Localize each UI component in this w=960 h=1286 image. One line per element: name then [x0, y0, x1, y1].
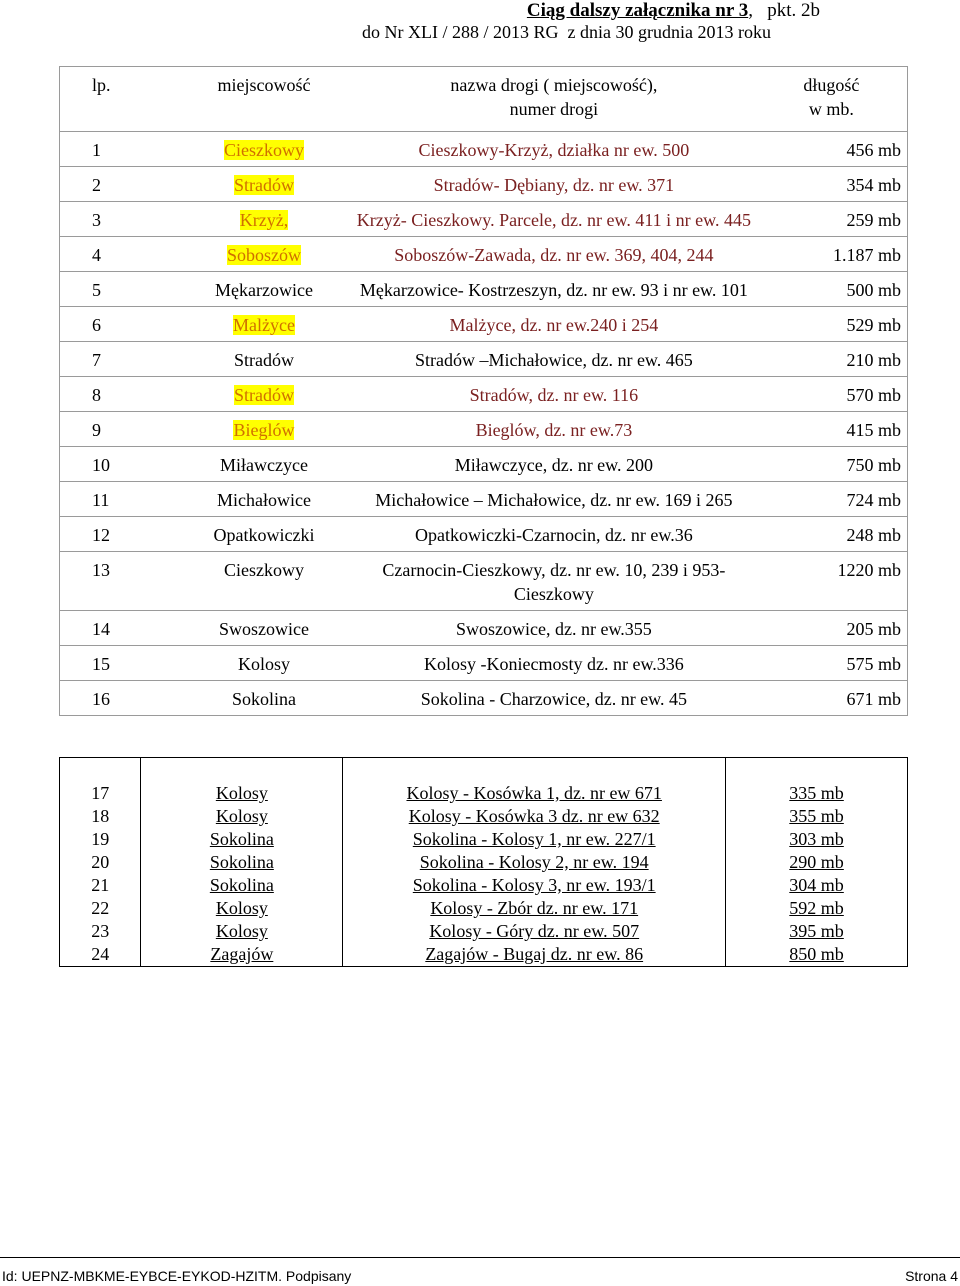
row-road [352, 646, 756, 681]
row-road-text: Michałowice – Michałowice, dz. nr ew. 169 i 265 [375, 490, 733, 510]
resolution-date: z dnia 30 grudnia 2013 roku [567, 22, 771, 42]
row-length-text: 1220 mb [837, 560, 901, 580]
row-road-text: Sokolina - Charzowice, dz. nr ew. 45 [420, 689, 688, 709]
row-lp-text: 14 [92, 619, 110, 639]
row-road-text: Stradów, dz. nr ew. 116 [469, 385, 639, 405]
row-road [352, 167, 756, 202]
row-town [176, 307, 352, 342]
row-length: 395 mb [726, 920, 908, 943]
row-town [176, 342, 352, 377]
table-row [60, 202, 908, 237]
row-road: Sokolina - Kolosy 3, nr ew. 193/1 [343, 874, 726, 897]
row-lp [60, 552, 176, 611]
row-length-text: 724 mb [846, 490, 901, 510]
row-road [352, 307, 756, 342]
row-road: Kolosy - Zbór dz. nr ew. 171 [343, 897, 726, 920]
row-town-text: Stradów [233, 385, 294, 405]
resolution-number: do Nr XLI / 288 / 2013 RG [362, 22, 559, 42]
row-town [176, 552, 352, 611]
row-road [352, 681, 756, 716]
roads-table-additional [59, 757, 908, 967]
row-town-text: Cieszkowy [223, 140, 304, 160]
roads-table-main [59, 66, 908, 716]
row-length-text: 575 mb [846, 654, 901, 674]
row-length-text: 210 mb [846, 350, 901, 370]
row-road [352, 611, 756, 646]
row-lp-text: 10 [92, 455, 110, 475]
row-town [176, 611, 352, 646]
row-length [756, 552, 908, 611]
row-road-text: Czarnocin-Cieszkowy, dz. nr ew. 10, 239 i 953- Cieszkowy [382, 560, 726, 604]
row-length: 335 mb [726, 782, 908, 805]
row-road-text: Opatkowiczki-Czarnocin, dz. nr ew.36 [415, 525, 693, 545]
row-town [176, 482, 352, 517]
row-lp: 18 [60, 805, 141, 828]
row-length: 850 mb [726, 943, 908, 967]
row-lp [60, 132, 176, 167]
page-number: Strona 4 [905, 1268, 958, 1284]
row-lp-text: 15 [92, 654, 110, 674]
table-row [60, 342, 908, 377]
row-lp: 20 [60, 851, 141, 874]
row-road-text: Malżyce, dz. nr ew.240 i 254 [449, 315, 659, 335]
row-length [756, 132, 908, 167]
row-length: 290 mb [726, 851, 908, 874]
row-road [352, 517, 756, 552]
row-road [352, 342, 756, 377]
row-lp: 21 [60, 874, 141, 897]
table-row [60, 874, 908, 897]
row-lp [60, 412, 176, 447]
row-road-text: Stradów- Dębiany, dz. nr ew. 371 [433, 175, 675, 195]
footer [0, 1257, 960, 1284]
row-town [176, 681, 352, 716]
row-lp: 19 [60, 828, 141, 851]
row-length-text: 205 mb [846, 619, 901, 639]
row-town-text: Soboszów [226, 245, 301, 265]
header-road-line1: nazwa drogi ( miejscowość), [450, 75, 658, 95]
row-length [756, 202, 908, 237]
row-lp: 22 [60, 897, 141, 920]
row-town [176, 237, 352, 272]
row-town-text: Stradów [233, 350, 294, 370]
row-town [176, 412, 352, 447]
row-town-text: Bieglów [233, 420, 295, 440]
table-row [60, 412, 908, 447]
row-road: Kolosy - Kosówka 3 dz. nr ew 632 [343, 805, 726, 828]
row-lp [60, 646, 176, 681]
row-lp: 23 [60, 920, 141, 943]
row-road-text: Soboszów-Zawada, dz. nr ew. 369, 404, 244 [394, 245, 714, 265]
row-length: 592 mb [726, 897, 908, 920]
row-lp [60, 447, 176, 482]
row-lp [60, 377, 176, 412]
table-row [60, 681, 908, 716]
row-length [756, 646, 908, 681]
header-length-line1: długość [803, 75, 860, 95]
table-row [60, 167, 908, 202]
row-length-text: 259 mb [846, 210, 901, 230]
row-length [756, 377, 908, 412]
row-town-text: Cieszkowy [223, 560, 304, 580]
row-lp-text: 5 [92, 280, 101, 300]
row-road [352, 237, 756, 272]
row-road: Sokolina - Kolosy 1, nr ew. 227/1 [343, 828, 726, 851]
row-road-text: Kolosy -Koniecmosty dz. nr ew.336 [423, 654, 684, 674]
row-lp-text: 6 [92, 315, 101, 335]
row-lp [60, 482, 176, 517]
row-town [176, 202, 352, 237]
row-town-text: Kolosy [237, 654, 290, 674]
row-town-text: Swoszowice [218, 619, 309, 639]
row-road: Sokolina - Kolosy 2, nr ew. 194 [343, 851, 726, 874]
row-road-text: Miławczyce, dz. nr ew. 200 [454, 455, 654, 475]
table-row [60, 920, 908, 943]
row-road [352, 412, 756, 447]
row-lp-text: 13 [92, 560, 110, 580]
row-town-text: Mękarzowice [215, 280, 313, 300]
row-road [352, 377, 756, 412]
row-road-text: Stradów –Michałowice, dz. nr ew. 465 [415, 350, 693, 370]
row-lp-text: 7 [92, 350, 101, 370]
row-length: 304 mb [726, 874, 908, 897]
row-lp [60, 611, 176, 646]
header-road [352, 67, 756, 132]
row-town [176, 167, 352, 202]
row-town: Kolosy [141, 897, 343, 920]
row-road [352, 132, 756, 167]
table-row [60, 307, 908, 342]
row-length-text: 500 mb [846, 280, 901, 300]
row-length [756, 447, 908, 482]
row-lp: 24 [60, 943, 141, 967]
attachment-title: Ciąg dalszy załącznika nr 3 [526, 0, 749, 21]
row-road-text: Swoszowice, dz. nr ew.355 [455, 619, 652, 639]
table-row [60, 828, 908, 851]
row-length [756, 412, 908, 447]
header-length [756, 67, 908, 132]
row-road: Zagajów - Bugaj dz. nr ew. 86 [343, 943, 726, 967]
table-row [60, 447, 908, 482]
resolution-ref [0, 21, 771, 43]
row-lp-text: 9 [92, 420, 101, 440]
document-id: Id: UEPNZ-MBKME-EYBCE-EYKOD-HZITM. Podpisany [2, 1268, 352, 1284]
row-road: Kolosy - Góry dz. nr ew. 507 [343, 920, 726, 943]
row-lp [60, 517, 176, 552]
row-length [756, 237, 908, 272]
row-road-text: Krzyż- Cieszkowy. Parcele, dz. nr ew. 411 i nr ew. 445 [356, 210, 751, 230]
attachment-title-sep: , [748, 0, 753, 21]
row-town [176, 447, 352, 482]
row-town [176, 646, 352, 681]
row-length [756, 272, 908, 307]
row-lp: 17 [60, 782, 141, 805]
row-lp-text: 16 [92, 689, 110, 709]
row-lp [60, 681, 176, 716]
row-length-text: 248 mb [846, 525, 901, 545]
table-row [60, 943, 908, 967]
attachment-point: pkt. 2b [767, 0, 820, 21]
header-road-line2: numer drogi [509, 99, 599, 119]
table-row [60, 611, 908, 646]
row-lp [60, 272, 176, 307]
header-lp: lp. [60, 67, 176, 132]
row-town [176, 377, 352, 412]
row-road-text: Bieglów, dz. nr ew.73 [475, 420, 633, 440]
row-town [176, 272, 352, 307]
table-row [60, 517, 908, 552]
table-row [60, 897, 908, 920]
row-lp-text: 11 [92, 490, 110, 510]
row-road-text: Mękarzowice- Kostrzeszyn, dz. nr ew. 93 i nr ew. 101 [359, 280, 748, 300]
table-row [60, 646, 908, 681]
row-town-text: Malżyce [232, 315, 295, 335]
row-lp-text: 2 [92, 175, 101, 195]
row-length-text: 415 mb [846, 420, 901, 440]
table-row [60, 237, 908, 272]
table-row [60, 805, 908, 828]
row-town [176, 132, 352, 167]
table-row [60, 272, 908, 307]
row-lp [60, 307, 176, 342]
row-town: Kolosy [141, 805, 343, 828]
row-town: Kolosy [141, 920, 343, 943]
row-length [756, 167, 908, 202]
row-lp [60, 342, 176, 377]
row-length: 303 mb [726, 828, 908, 851]
row-road: Kolosy - Kosówka 1, dz. nr ew 671 [343, 782, 726, 805]
row-town [176, 517, 352, 552]
row-town-text: Michałowice [216, 490, 311, 510]
row-town-text: Stradów [233, 175, 294, 195]
header-length-line2: w mb. [808, 99, 854, 119]
row-lp [60, 202, 176, 237]
row-road [352, 482, 756, 517]
table-body-additional [60, 758, 908, 967]
row-length [756, 307, 908, 342]
row-length-text: 456 mb [846, 140, 901, 160]
header-town: miejscowość [176, 67, 352, 132]
row-length [756, 681, 908, 716]
row-town: Sokolina [141, 828, 343, 851]
row-town-text: Miławczyce [220, 455, 308, 475]
row-lp-text: 4 [92, 245, 101, 265]
table-body [60, 132, 908, 716]
table-row [60, 552, 908, 611]
row-town: Sokolina [141, 851, 343, 874]
row-length-text: 750 mb [846, 455, 901, 475]
row-lp [60, 237, 176, 272]
row-town: Kolosy [141, 782, 343, 805]
row-town-text: Opatkowiczki [213, 525, 315, 545]
row-length-text: 570 mb [846, 385, 901, 405]
row-road [352, 202, 756, 237]
row-length-text: 529 mb [846, 315, 901, 335]
row-town-text: Sokolina [231, 689, 296, 709]
table-row [60, 782, 908, 805]
table-row [60, 482, 908, 517]
row-town-text: Krzyż, [239, 210, 289, 230]
row-length: 355 mb [726, 805, 908, 828]
row-town: Zagajów [141, 943, 343, 967]
table-row [60, 851, 908, 874]
row-lp-text: 3 [92, 210, 101, 230]
row-lp [60, 167, 176, 202]
row-road [352, 272, 756, 307]
table-header-row [60, 67, 908, 132]
row-town: Sokolina [141, 874, 343, 897]
row-road [352, 447, 756, 482]
row-length [756, 482, 908, 517]
row-lp-text: 1 [92, 140, 101, 160]
row-length-text: 354 mb [846, 175, 901, 195]
row-road-text: Cieszkowy-Krzyż, działka nr ew. 500 [418, 140, 690, 160]
row-length [756, 517, 908, 552]
table-row [60, 132, 908, 167]
row-length [756, 611, 908, 646]
row-length [756, 342, 908, 377]
row-length-text: 1.187 mb [832, 245, 901, 265]
row-road [352, 552, 756, 611]
attachment-header [0, 0, 820, 22]
table-row [60, 377, 908, 412]
row-lp-text: 8 [92, 385, 101, 405]
table-spacer-row [60, 758, 908, 783]
row-lp-text: 12 [92, 525, 110, 545]
row-length-text: 671 mb [846, 689, 901, 709]
